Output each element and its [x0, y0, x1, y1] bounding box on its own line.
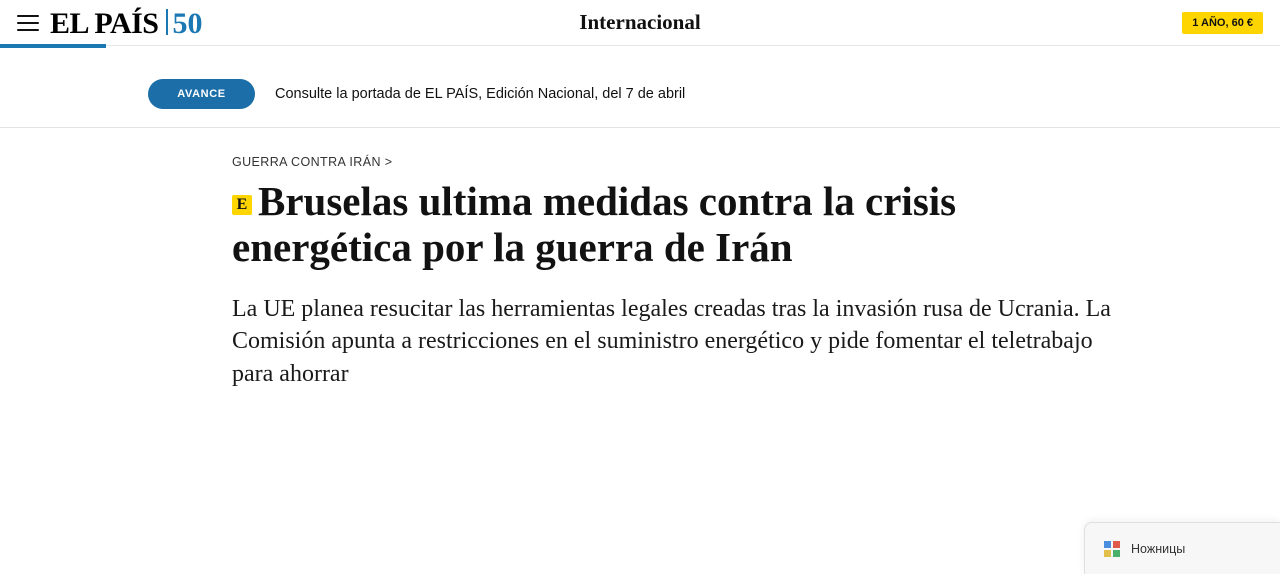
hamburger-bar — [17, 29, 39, 31]
snipping-tool-notification[interactable] — [1084, 522, 1280, 574]
brand-name: EL PAÍS — [50, 6, 159, 40]
hamburger-bar — [17, 22, 39, 24]
header-accent-bar — [0, 44, 106, 48]
article-headline[interactable] — [232, 179, 1032, 271]
avance-banner — [0, 46, 1280, 128]
hamburger-icon[interactable] — [17, 15, 39, 31]
article-standfirst[interactable]: La UE planea resucitar las herramientas legales creadas tras la invasión rusa de Ucrania. La Comisión apunta a restricciones en el suministro energético y pide fomentar el teletrabajo para ahorrar — [232, 295, 1111, 388]
avance-badge[interactable]: AVANCE — [148, 79, 255, 109]
subscription-promo-button[interactable]: 1 AÑO, 60 € — [1182, 12, 1263, 34]
scissors-icon — [1103, 540, 1121, 558]
site-logo[interactable] — [50, 7, 203, 39]
hamburger-bar — [17, 15, 39, 17]
exclusive-badge: E — [232, 195, 252, 215]
brand-separator — [166, 9, 168, 35]
brand-anniversary: 50 — [172, 6, 203, 40]
lead-article — [0, 128, 1232, 391]
main-content — [0, 46, 1280, 391]
avance-text[interactable]: Consulte la portada de EL PAÍS, Edición Nacional, del 7 de abril — [275, 86, 686, 102]
site-header — [0, 0, 1280, 46]
snipping-tool-label: Ножницы — [1131, 541, 1186, 556]
article-kicker[interactable]: GUERRA CONTRA IRÁN > — [232, 155, 393, 169]
page-title: Internacional — [579, 10, 701, 34]
article-headline-text: Bruselas ultima medidas contra la crisis energética por la guerra de Irán — [232, 178, 957, 270]
